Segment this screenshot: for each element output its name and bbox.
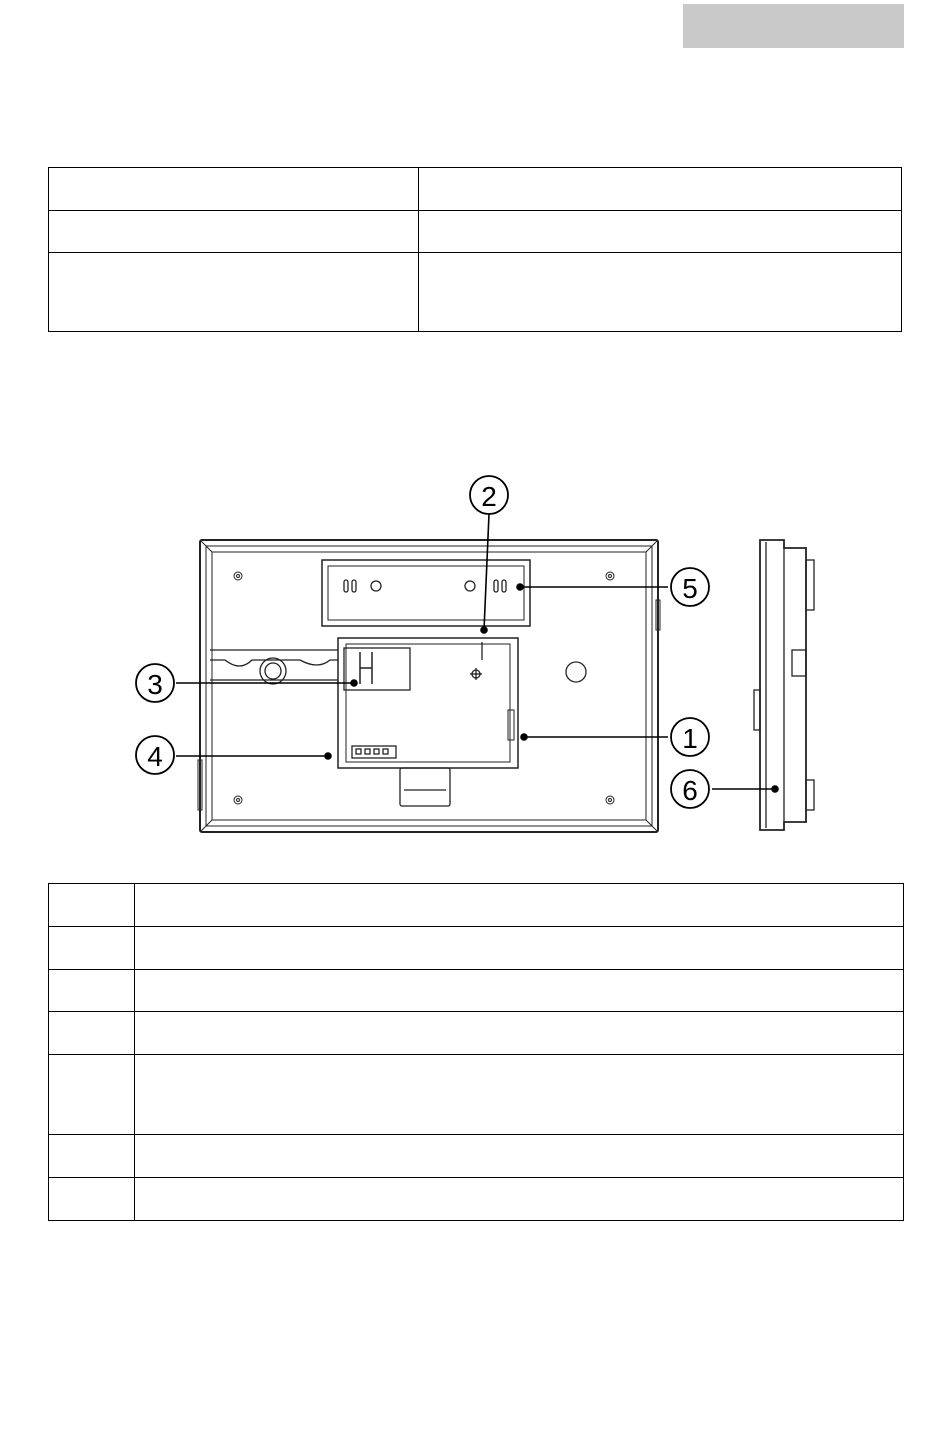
callout-3 [136,664,174,702]
wall-bracket [322,560,530,626]
spec-cell-label [49,168,419,211]
spec-cell-value [419,168,902,211]
side-view [754,540,814,830]
spec-table [48,167,902,332]
callout-4 [136,736,174,774]
battery-compartment [338,638,518,806]
callout-6 [671,770,709,808]
callout-2 [470,476,508,514]
table-row [49,211,902,253]
table-row [49,1012,904,1055]
part-description [135,1135,904,1178]
mount-hole [566,662,586,682]
callout-markers [136,476,709,808]
callout-1 [671,718,709,756]
svg-text:3: 3 [147,669,163,700]
screw-holes [234,572,614,804]
header-tab [683,4,904,48]
table-row [49,884,904,927]
device-rear-diagram [0,470,950,850]
table-row [49,927,904,970]
part-number [49,927,135,970]
rear-panel [198,540,660,832]
spec-cell-label [49,211,419,253]
table-row [49,970,904,1012]
svg-text:5: 5 [682,573,698,604]
svg-text:2: 2 [481,481,497,512]
callout-5 [671,568,709,606]
table-row [49,1178,904,1221]
part-number [49,1135,135,1178]
table-row [49,1055,904,1135]
part-description [135,1055,904,1135]
spec-cell-value [419,211,902,253]
part-number [49,1012,135,1055]
compartment-latch [400,768,450,806]
part-description [135,1178,904,1221]
svg-text:6: 6 [682,775,698,806]
svg-text:4: 4 [147,741,163,772]
cable-channel [210,650,338,684]
spec-cell-value [419,253,902,332]
spec-cell-label [49,253,419,332]
part-number [49,1055,135,1135]
part-description [135,927,904,970]
table-row [49,1135,904,1178]
table-row [49,253,902,332]
part-description [135,970,904,1012]
parts-table [48,883,904,1221]
part-number [49,884,135,927]
table-row [49,168,902,211]
part-description [135,884,904,927]
part-description [135,1012,904,1055]
part-number [49,970,135,1012]
part-number [49,1178,135,1221]
svg-text:1: 1 [682,723,698,754]
